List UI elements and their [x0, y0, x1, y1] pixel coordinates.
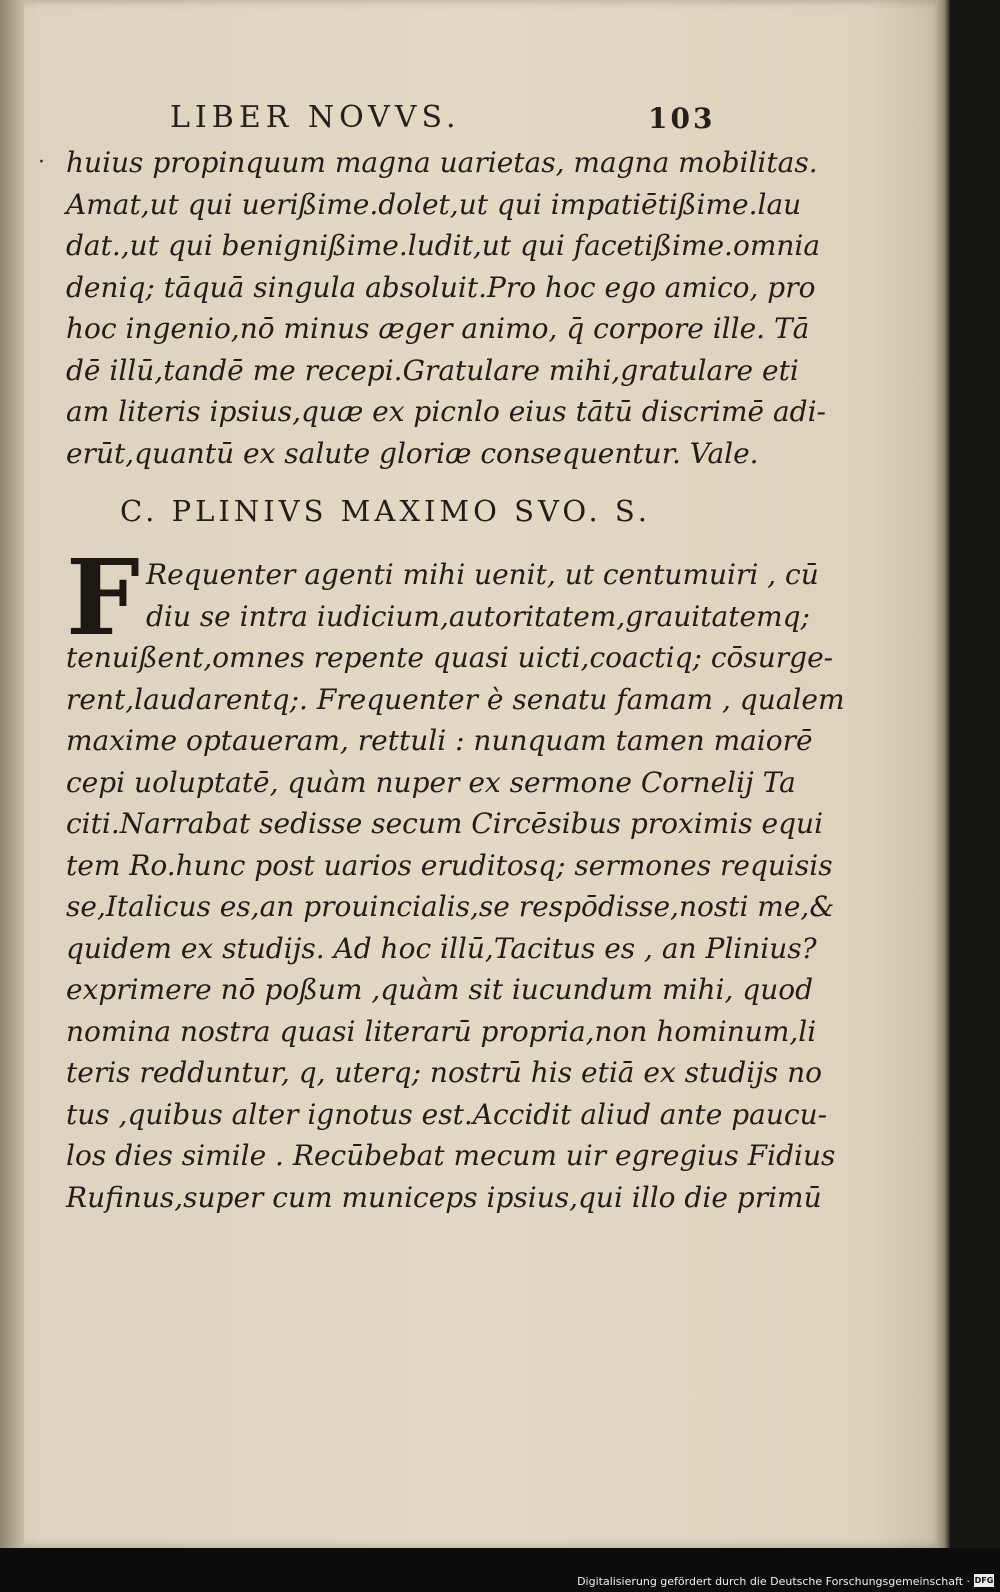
binding-gutter [0, 0, 24, 1548]
text-line: dat.,ut qui benignißime.ludit,ut qui facetißime.omnia [66, 229, 821, 262]
page-edge-shadow [936, 0, 950, 1548]
letter-heading: C. PLINIVS MAXIMO SVO. S. [120, 494, 651, 528]
letter-body [66, 554, 845, 1218]
text-line: erūt,quantū ex salute gloriæ consequentur. Vale. [66, 436, 759, 470]
text-line: tus ,quibus alter ignotus est.Accidit aliud ante paucu- [66, 1097, 828, 1131]
running-head: LIBER NOVVS. [170, 100, 461, 135]
text-line: Requenter agenti mihi uenit, ut centumuiri , cū [146, 558, 819, 591]
text-line: hoc ingenio,nō minus æger animo, q̄ corpore ille. Tā [66, 312, 810, 345]
text-line: citi.Narrabat sedisse secum Circēsibus proximis equi [66, 807, 824, 840]
text-line: se,Italicus es,an prouincialis,se respōdisse,nosti me,& [66, 890, 835, 923]
page-number: 103 [648, 102, 716, 135]
text-line: dē illū,tandē me recepi.Gratulare mihi,gratulare eti [66, 353, 799, 387]
text-line: diu se intra iudicium,autoritatem,grauitatemq; [146, 599, 810, 633]
drop-cap-initial: F [66, 536, 140, 659]
previous-letter-ending [66, 142, 827, 474]
text-line: quidem ex studijs. Ad hoc illū,Tacitus es , an Plinius? [66, 931, 817, 965]
text-line: los dies simile . Recūbebat mecum uir egregius Fidius [66, 1139, 836, 1172]
dfg-logo-icon: DFG [974, 1576, 994, 1585]
margin-mark: · [38, 150, 45, 175]
text-line: cepi uoluptatē, quàm nuper ex sermone Cornelij Ta [66, 765, 796, 799]
text-line: tenuißent,omnes repente quasi uicti,coactiq; cōsurge- [66, 641, 834, 674]
text-line: maxime optaueram, rettuli : nunquam tamen maiorē [66, 724, 813, 757]
text-line: rent,laudarentq;. Frequenter è senatu famam , qualem [66, 682, 845, 716]
text-line: tem Ro.hunc post uarios eruditosq; sermones requisis [66, 848, 833, 882]
text-line: deniq; tāquā singula absoluit.Pro hoc ego amico, pro [66, 270, 816, 304]
text-line: Rufinus,super cum municeps ipsius,qui illo die primū [66, 1180, 822, 1214]
text-line: teris redduntur, q, uterq; nostrū his etiā ex studijs no [66, 1056, 823, 1089]
text-line: am literis ipsius,quæ ex picnlo eius tātū discrimē adi- [66, 395, 827, 428]
digitization-credit: Digitalisierung gefördert durch die Deutsche Forschungsgemeinschaft · [577, 1575, 970, 1588]
text-line: exprimere nō poßum ,quàm sit iucundum mihi, quod [66, 973, 814, 1006]
text-line: Amat,ut qui uerißime.dolet,ut qui impatiētißime.lau [66, 187, 802, 221]
text-line: nomina nostra quasi literarū propria,non hominum,li [66, 1014, 817, 1048]
text-line: huius propinquum magna uarietas, magna mobilitas. [66, 146, 818, 179]
